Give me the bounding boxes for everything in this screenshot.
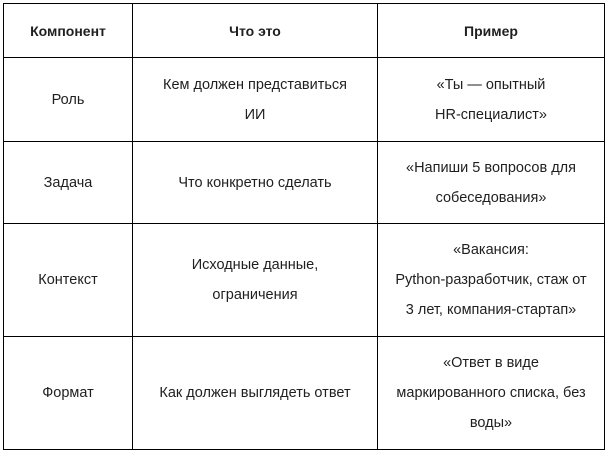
example-line: «Вакансия: <box>453 242 529 258</box>
cell-component <box>4 58 133 142</box>
example-line: собеседования» <box>435 189 547 206</box>
cell-component <box>4 224 133 337</box>
what-line: ИИ <box>244 106 266 123</box>
example-line: воды» <box>469 415 513 431</box>
cell-example <box>378 337 605 450</box>
what-line: Как должен выглядеть ответ <box>159 385 351 401</box>
header-example: Пример <box>378 4 605 58</box>
example-line: «Напиши 5 вопросов для <box>406 159 576 176</box>
cell-what <box>133 337 378 450</box>
component-name: Задача <box>43 174 93 191</box>
table-header-row <box>4 4 605 58</box>
table-row <box>4 58 605 142</box>
example-line: «Ты — опытный <box>436 76 546 93</box>
component-name: Контекст <box>38 272 98 288</box>
component-name: Роль <box>51 91 85 108</box>
header-component: Компонент <box>4 4 133 58</box>
cell-what <box>133 58 378 142</box>
cell-what <box>133 224 378 337</box>
cell-example <box>378 58 605 142</box>
what-line: Кем должен представиться <box>163 76 347 93</box>
cell-what <box>133 142 378 224</box>
example-line: HR-специалист» <box>435 106 547 123</box>
example-line: «Ответ в виде <box>443 355 539 371</box>
components-table <box>3 3 605 450</box>
table-row <box>4 142 605 224</box>
example-line: 3 лет, компания-стартап» <box>405 302 577 318</box>
what-line: Исходные данные, <box>191 257 319 273</box>
example-line: маркированного списка, без <box>396 385 586 401</box>
table-row <box>4 224 605 337</box>
component-name: Формат <box>42 385 94 401</box>
cell-example <box>378 224 605 337</box>
what-line: Что конкретно сделать <box>178 174 332 191</box>
cell-component <box>4 337 133 450</box>
table-row <box>4 337 605 450</box>
example-line: Python-разработчик, стаж от <box>395 272 587 288</box>
cell-example <box>378 142 605 224</box>
header-what: Что это <box>133 4 378 58</box>
cell-component <box>4 142 133 224</box>
what-line: ограничения <box>212 287 298 303</box>
